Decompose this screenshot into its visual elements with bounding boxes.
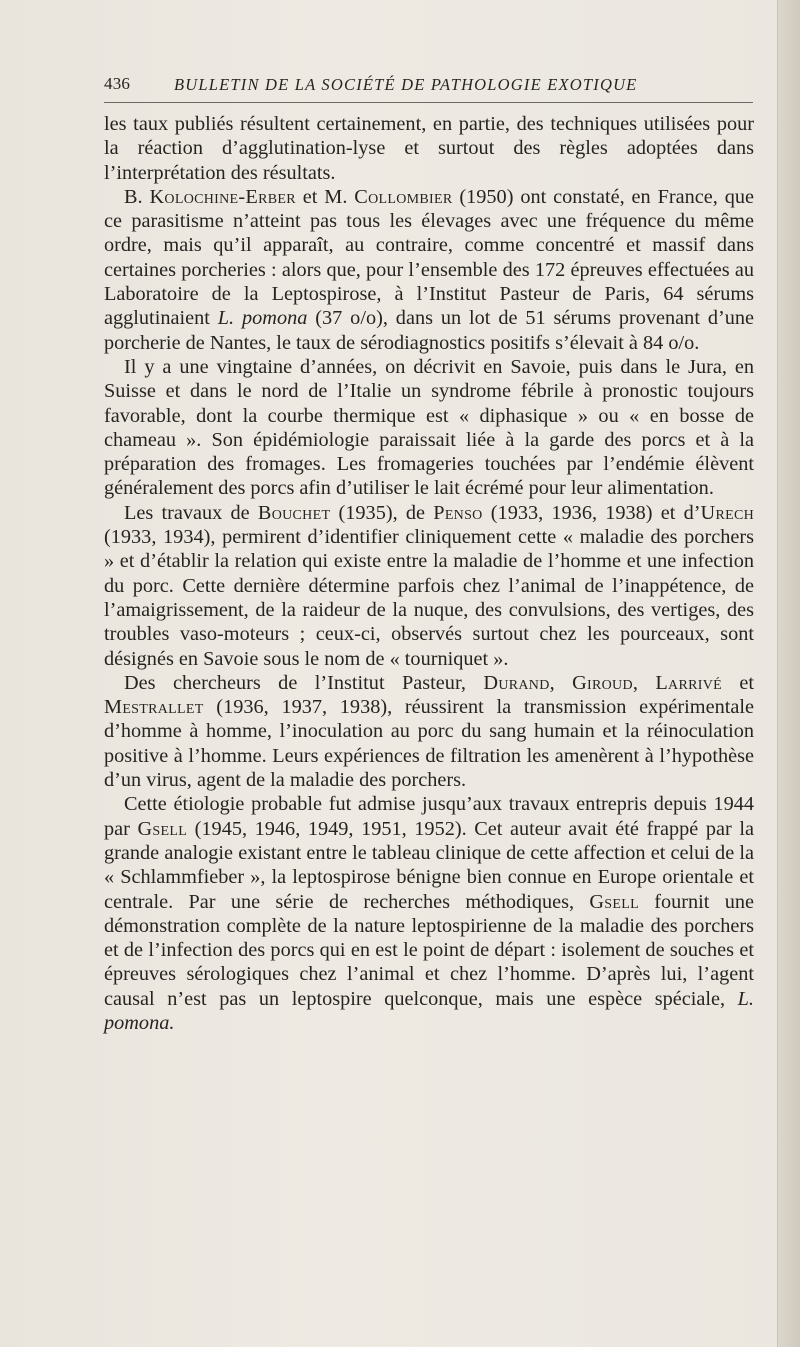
author-name: Bouchet [257, 501, 331, 524]
paragraph-2-part-c: (1950) ont constaté, en France, que ce parasitisme n’atteint pas tous les élevages avec une fréquence du même ordre, mais qu’il apparaît, au contraire, comme concentré et massif dans certaines porcheries : alors que, pour l’ensemble des 172 épreuves effectuées au Laboratoire de la Leptospirose, à l’Institut Pasteur de Paris, 64 sérums agglutinaient [104, 185, 754, 330]
page-number: 436 [104, 74, 131, 93]
paragraph-3-text: Il y a une vingtaine d’années, on décrivit en Savoie, puis dans le Jura, en Suisse et dans le nord de l’Italie un syndrome fébrile à pronostic toujours favorable, dont la courbe thermique est « diphasique » ou « en bosse de chameau ». Son épidémiologie paraissait liée à la garde des porcs et à la préparation des fromages. Les fromageries touchées par l’endémie élèvent généralement des porcs afin d’utiliser le lait écrémé pour leur alimentation. [104, 355, 754, 500]
paragraph-6 [104, 792, 754, 1035]
running-title: BULLETIN DE LA SOCIÉTÉ DE PATHOLOGIE EXOTIQUE [174, 75, 638, 94]
paragraph-5-part-c: (1936, 1937, 1938), réussirent la transmission expérimentale d’homme à homme, l’inoculation au porc du sang humain et la réinoculation positive à l’homme. Leurs expériences de filtration les amenèrent à l’hypothèse d’un virus, agent de la maladie des porchers. [104, 696, 754, 792]
paragraph-1 [104, 112, 754, 185]
author-name: Gsell [589, 890, 639, 913]
author-name: Larrivé [655, 671, 722, 694]
paragraph-3 [104, 355, 754, 501]
separator: , [632, 671, 656, 694]
header-rule [104, 102, 753, 103]
paragraph-5-part-b: et [721, 671, 755, 694]
separator: , [549, 671, 573, 694]
paragraph-4-part-b: (1935), de [330, 501, 434, 524]
author-name: Collombier [354, 185, 453, 208]
author-name: Mestrallet [104, 696, 204, 719]
paragraph-6-part-b: (1945, 1946, 1949, 1951, 1952). Cet auteur avait été frappé par la grande analogie existant entre le tableau clinique de cette affection et celui de la « Schlammfieber », la leptospirose bénigne bien connue en Europe orientale et centrale. Par une série de recherches méthodiques, [104, 817, 754, 913]
paragraph-5 [104, 671, 754, 792]
author-name: Gsell [137, 817, 188, 840]
author-name: Durand [483, 671, 550, 694]
author-name: Urech [700, 501, 755, 524]
paragraph-6-part-c: fournit une démonstration complète de la nature leptospirienne de la maladie des porchers et de l’infection des porcs qui en est le point de départ : isolement de souches et épreuves sérologiques chez l’animal et chez l’homme. D’après lui, l’agent causal n’est pas un leptospire quelconque, mais une espèce spéciale, [104, 890, 754, 1010]
running-header [104, 71, 754, 101]
paragraph-1-text: les taux publiés résultent certainement, en partie, des techniques utilisées pour la réaction d’agglutination-lyse et surtout des règles adoptées dans l’interprétation des résultats. [104, 113, 754, 184]
page-edge-shadow [777, 0, 800, 1347]
paragraph-2 [104, 185, 754, 355]
paragraph-4 [104, 501, 754, 671]
paragraph-4-part-a: Les travaux de [124, 501, 258, 524]
author-name: Kolochine-Erber [149, 185, 296, 208]
author-name: Penso [433, 501, 483, 524]
paragraph-2-part-b: et M. [295, 185, 355, 208]
paragraph-6-part-a: Cette étiologie probable fut admise jusqu’aux travaux entrepris depuis 1944 par [104, 793, 754, 840]
species-name: L. pomona. [104, 987, 754, 1034]
paragraph-2-part-a: B. [124, 185, 150, 208]
paragraph-5-part-a: Des chercheurs de l’Institut Pasteur, [124, 671, 484, 694]
paragraph-4-part-d: (1933, 1934), permirent d’identifier cliniquement cette « maladie des porchers » et d’établir la relation qui existe entre la maladie de l’homme et une infection du porc. Cette dernière détermine parfois chez l’animal de l’inappétence, de l’amaigrissement, de la raideur de la nuque, des convulsions, des vertiges, des troubles vaso-moteurs ; ceux-ci, observés surtout chez les pourceaux, sont désignés en Savoie sous le nom de « tourniquet ». [104, 526, 754, 670]
species-name: L. pomona [217, 307, 308, 330]
author-name: Giroud [572, 671, 633, 694]
paragraph-2-part-d: (37 o/o), dans un lot de 51 sérums provenant d’une porcherie de Nantes, le taux de sérodiagnostics positifs s’élevait à 84 o/o. [104, 307, 755, 354]
body-text [104, 112, 754, 1035]
paragraph-4-part-c: (1933, 1936, 1938) et d’ [482, 501, 701, 524]
